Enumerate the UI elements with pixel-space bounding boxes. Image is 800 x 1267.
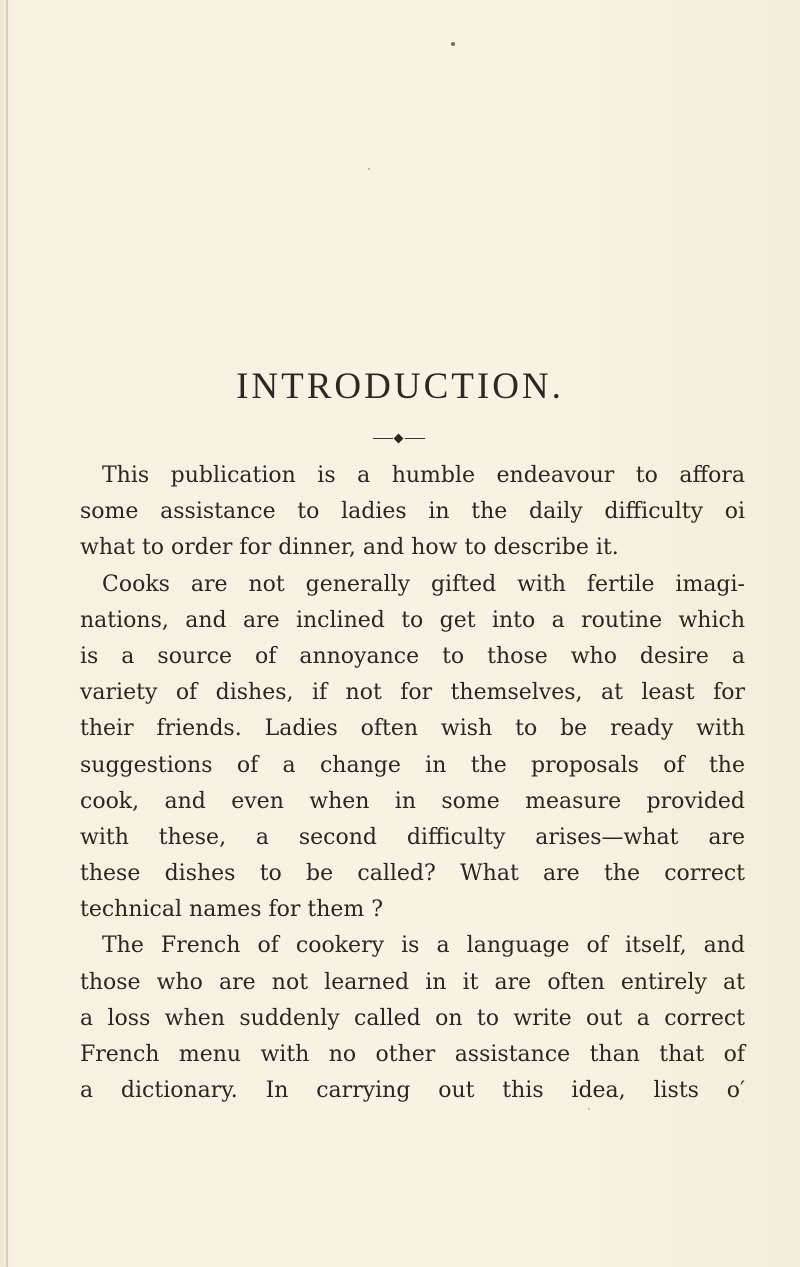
text-line: some assistance to ladies in the daily difficulty oi xyxy=(80,499,745,525)
text-line: those who are not learned in it are often entirely at xyxy=(80,969,745,995)
speck xyxy=(451,42,455,46)
text-line: The French of cookery is a language of itself, and xyxy=(102,933,745,959)
text-line: their friends. Ladies often wish to be ready with xyxy=(80,716,745,742)
text-line: Cooks are not generally gifted with fertile imagi- xyxy=(102,571,745,597)
text-line: cook, and even when in some measure provided xyxy=(80,788,745,814)
speck xyxy=(368,168,370,170)
introduction-text xyxy=(80,458,745,1109)
text-line: with these, a second difficulty arises—what are xyxy=(80,824,745,850)
text-line: variety of dishes, if not for themselves, at least for xyxy=(80,680,745,706)
text-line: these dishes to be called? What are the correct xyxy=(80,861,745,887)
text-line: nations, and are inclined to get into a routine which xyxy=(80,607,745,633)
text-line: a dictionary. In carrying out this idea, lists o′ xyxy=(80,1078,745,1104)
text-line: technical names for them ? xyxy=(80,897,384,923)
page-gutter xyxy=(6,0,8,1267)
ornament-rule-right xyxy=(405,438,425,439)
text-line: what to order for dinner, and how to describe it. xyxy=(80,535,619,561)
text-line: a loss when suddenly called on to write out a correct xyxy=(80,1005,745,1031)
text-line: is a source of annoyance to those who desire a xyxy=(80,643,745,669)
ornament-diamond-icon xyxy=(394,434,404,444)
page-title: INTRODUCTION. xyxy=(236,366,564,407)
text-line: This publication is a humble endeavour to affora xyxy=(102,463,745,488)
ornament-rule-left xyxy=(373,438,393,439)
title-ornament xyxy=(373,434,425,444)
text-line: suggestions of a change in the proposals of the xyxy=(80,752,745,778)
text-line: French menu with no other assistance than that of xyxy=(80,1042,745,1067)
